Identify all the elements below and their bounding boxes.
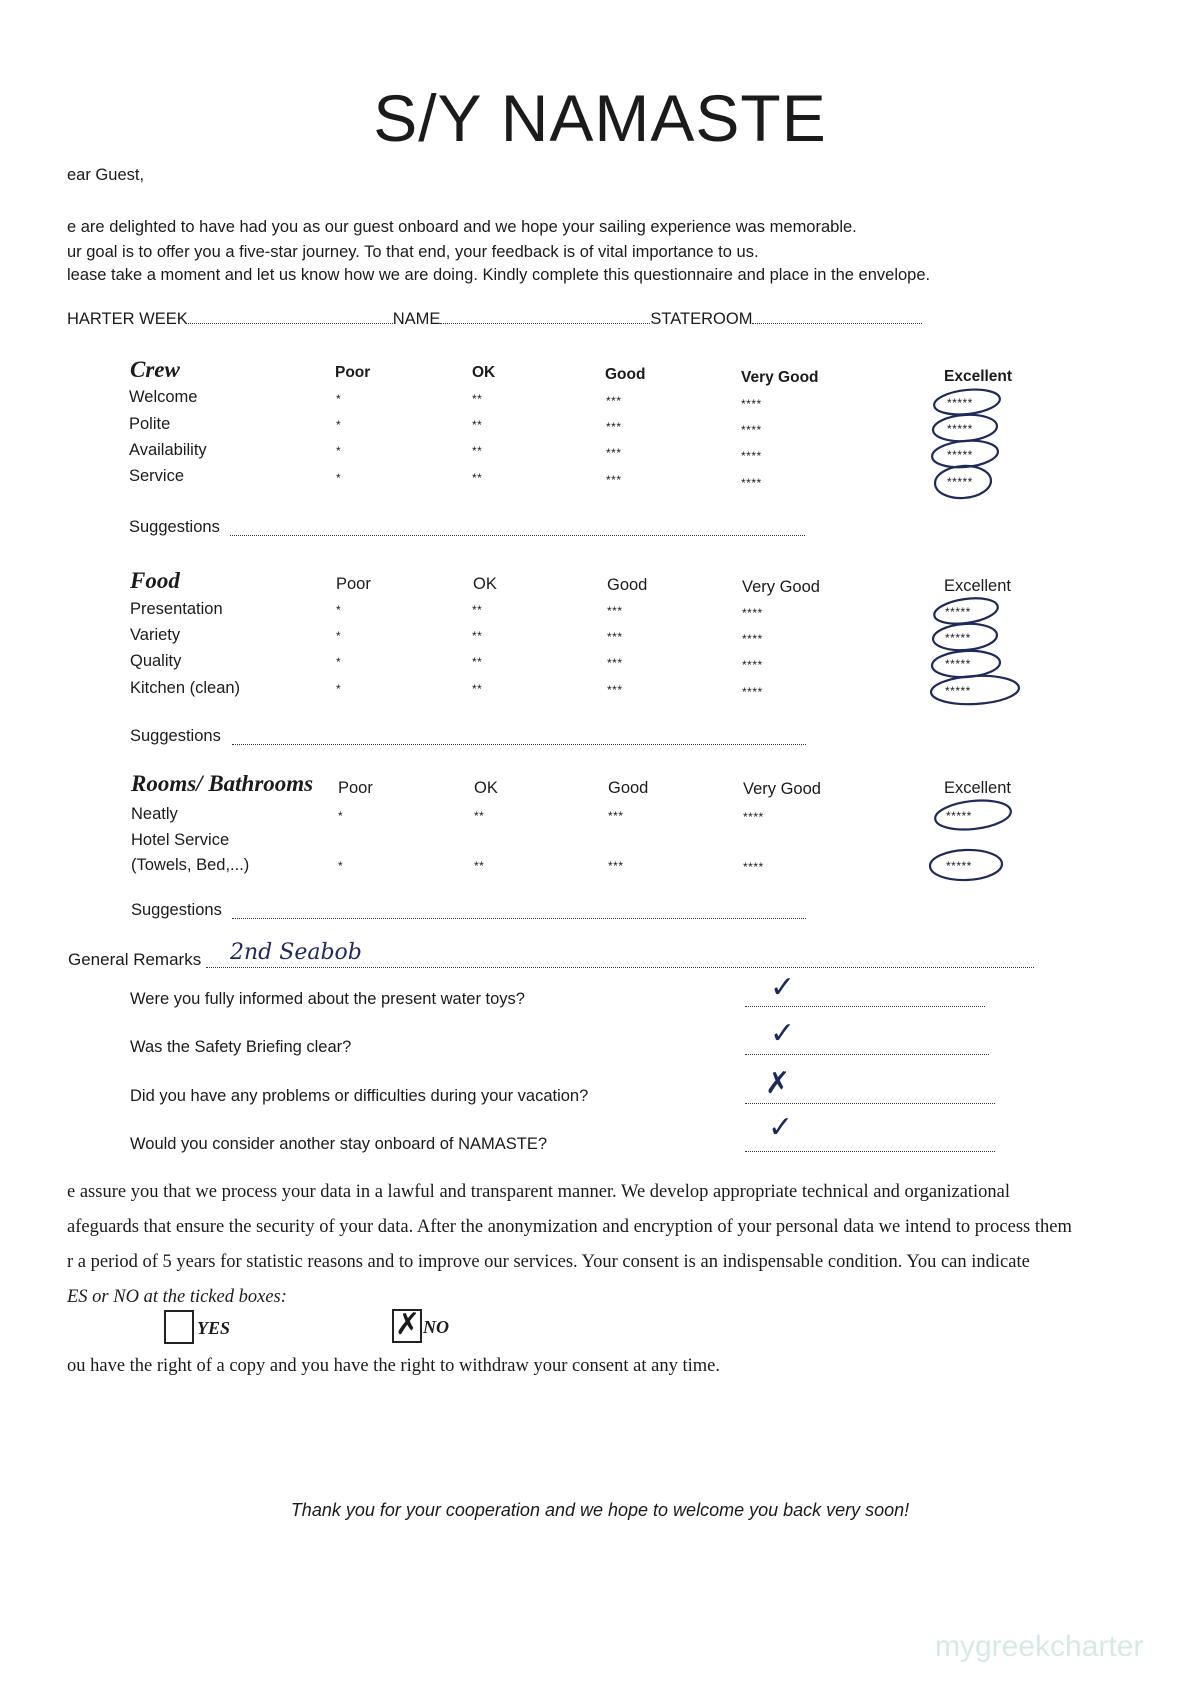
rating-option[interactable]: ***** (945, 684, 971, 698)
consent-yes-label: YES (197, 1318, 231, 1338)
rating-option[interactable]: ***** (945, 605, 971, 619)
rating-option[interactable]: * (336, 655, 342, 669)
rooms-suggestions-label: Suggestions (131, 901, 222, 919)
rating-option[interactable]: **** (743, 810, 764, 824)
crew-row-welcome: Welcome (129, 388, 198, 406)
crew-row-polite: Polite (129, 415, 171, 433)
watermark-logo: mygreekcharter (935, 1630, 1144, 1663)
food-row-quality: Quality (130, 652, 182, 670)
rating-option[interactable]: *** (606, 394, 622, 408)
rating-option[interactable]: **** (741, 397, 762, 411)
rating-option[interactable]: ** (474, 859, 485, 873)
col-head-ok: OK (473, 575, 497, 593)
rating-option[interactable]: **** (742, 606, 763, 620)
rooms-row-towels-bed: (Towels, Bed,...) (131, 856, 250, 874)
rating-option[interactable]: ***** (947, 475, 973, 489)
greeting: ear Guest, (67, 166, 145, 184)
rating-option[interactable]: * (336, 629, 342, 643)
section-title-food: Food (130, 568, 180, 593)
intro-line-2: ur goal is to offer you a five-star journey. To that end, your feedback is of vital importance to us. (67, 243, 759, 261)
rating-option[interactable]: * (338, 809, 344, 823)
col-head-good: Good (605, 366, 646, 383)
rating-option[interactable]: ***** (947, 448, 973, 462)
general-remarks-label: General Remarks (68, 950, 202, 969)
excellent-circle-rooms-neatly (934, 797, 1013, 833)
intro-line-3: lease take a moment and let us know how we are doing. Kindly complete this questionnaire and place in the envelope. (67, 266, 931, 284)
excellent-circle-crew-welcome (933, 387, 1001, 418)
consent-no-label: NO (423, 1317, 449, 1337)
rating-option[interactable]: ** (472, 655, 483, 669)
rooms-row-hotel-service: Hotel Service (131, 831, 230, 849)
col-head-ok: OK (472, 364, 496, 381)
rating-option[interactable]: **** (743, 860, 764, 874)
rating-option[interactable]: ** (472, 444, 483, 458)
rating-option[interactable]: ** (472, 629, 483, 643)
section-title-rooms: Rooms/ Bathrooms (131, 771, 314, 796)
section-title-crew: Crew (130, 357, 180, 382)
rating-option[interactable]: * (336, 682, 342, 696)
col-head-poor: Poor (335, 364, 371, 381)
rating-option[interactable]: **** (742, 632, 763, 646)
food-row-variety: Variety (130, 626, 181, 644)
stateroom-label: STATEROOM (650, 310, 753, 328)
rating-option[interactable]: * (336, 392, 342, 406)
rating-option[interactable]: *** (607, 604, 623, 618)
excellent-circle-food-quality (931, 649, 1000, 679)
charter-week-label: HARTER WEEK (67, 310, 188, 328)
rating-option[interactable]: ***** (945, 631, 971, 645)
col-head-excellent: Excellent (944, 368, 1013, 385)
cross-mark-icon: ✗ (765, 1066, 791, 1101)
excellent-circle-food-presentation (933, 595, 1000, 628)
intro-line-1: e are delighted to have had you as our guest onboard and we hope your sailing experience was memorable. (67, 218, 857, 236)
rating-option[interactable]: *** (607, 656, 623, 670)
excellent-circle-food-variety (932, 622, 998, 652)
rating-option[interactable]: *** (606, 446, 622, 460)
question-problems: Did you have any problems or difficulties during your vacation? (130, 1087, 589, 1105)
col-head-very-good: Very Good (743, 780, 821, 798)
col-head-poor: Poor (338, 779, 373, 797)
document-title: S/Y NAMASTE (373, 81, 827, 155)
general-remarks-answer: 2nd Seabob (230, 940, 362, 965)
col-head-very-good: Very Good (742, 578, 820, 596)
rating-option[interactable]: * (336, 418, 342, 432)
rating-option[interactable]: **** (741, 449, 762, 463)
col-head-very-good: Very Good (741, 369, 819, 386)
name-label: NAME (392, 310, 441, 328)
excellent-circle-crew-polite (932, 413, 998, 443)
rating-option[interactable]: * (336, 444, 342, 458)
rating-option[interactable]: * (336, 603, 342, 617)
rating-option[interactable]: ***** (947, 396, 973, 410)
excellent-circle-rooms-service (929, 849, 1002, 881)
rating-option[interactable]: ***** (945, 657, 971, 671)
col-head-poor: Poor (336, 575, 371, 593)
col-head-excellent: Excellent (944, 577, 1011, 595)
rating-option[interactable]: **** (741, 423, 762, 437)
rating-option[interactable]: ***** (947, 422, 973, 436)
cross-mark-icon: ✗ (395, 1308, 421, 1341)
thank-you-note: Thank you for your cooperation and we hope to welcome you back very soon! (290, 1500, 910, 1520)
question-another-stay: Would you consider another stay onboard of NAMASTE? (130, 1135, 548, 1153)
col-head-good: Good (607, 576, 648, 594)
food-row-kitchen: Kitchen (clean) (130, 679, 241, 697)
question-safety-briefing: Was the Safety Briefing clear? (130, 1038, 352, 1056)
rating-option[interactable]: *** (608, 809, 624, 823)
col-head-good: Good (608, 779, 649, 797)
rating-option[interactable]: * (338, 859, 344, 873)
rating-option[interactable]: ** (472, 392, 483, 406)
checkmark-icon: ✓ (768, 1110, 794, 1145)
excellent-circle-crew-service (934, 464, 992, 500)
crew-row-availability: Availability (129, 441, 207, 459)
legal-line-3: r a period of 5 years for statistic reasons and to improve our services. Your consent is an indispensable condition. You can indicate (67, 1252, 1030, 1272)
crew-suggestions-label: Suggestions (129, 518, 220, 536)
rating-option[interactable]: *** (606, 420, 622, 434)
rating-option[interactable]: **** (742, 685, 763, 699)
crew-row-service: Service (129, 467, 185, 485)
rating-option[interactable]: **** (741, 476, 762, 490)
rating-option[interactable]: *** (607, 630, 623, 644)
rating-option[interactable]: ***** (946, 859, 972, 873)
rating-option[interactable]: ***** (946, 809, 972, 823)
rating-option[interactable]: ** (474, 809, 485, 823)
rating-option[interactable]: *** (608, 859, 624, 873)
food-suggestions-label: Suggestions (130, 727, 221, 745)
rating-option[interactable]: *** (607, 683, 623, 697)
checkmark-icon: ✓ (770, 1016, 796, 1051)
checkmark-icon: ✓ (770, 970, 796, 1005)
rating-option[interactable]: *** (606, 473, 622, 487)
rating-option[interactable]: **** (742, 658, 763, 672)
legal-line-4: ES or NO at the ticked boxes: (67, 1287, 287, 1307)
question-water-toys: Were you fully informed about the present water toys? (130, 990, 525, 1008)
rating-option[interactable]: ** (472, 682, 483, 696)
col-head-ok: OK (474, 779, 498, 797)
rating-option[interactable]: ** (472, 418, 483, 432)
legal-line-2: afeguards that ensure the security of your data. After the anonymization and encryption of your personal data we intend to process them (67, 1217, 1072, 1237)
rooms-row-neatly: Neatly (131, 805, 178, 823)
rating-option[interactable]: ** (472, 603, 483, 617)
food-row-presentation: Presentation (130, 600, 223, 618)
excellent-circle-food-kitchen (930, 674, 1019, 707)
legal-line-1: e assure you that we process your data in a lawful and transparent manner. We develop appropriate technical and organizational (67, 1182, 1011, 1202)
rating-option[interactable]: * (336, 471, 342, 485)
col-head-excellent: Excellent (944, 779, 1011, 797)
rating-option[interactable]: ** (472, 471, 483, 485)
rights-line: ou have the right of a copy and you have the right to withdraw your consent at any time. (67, 1356, 720, 1376)
